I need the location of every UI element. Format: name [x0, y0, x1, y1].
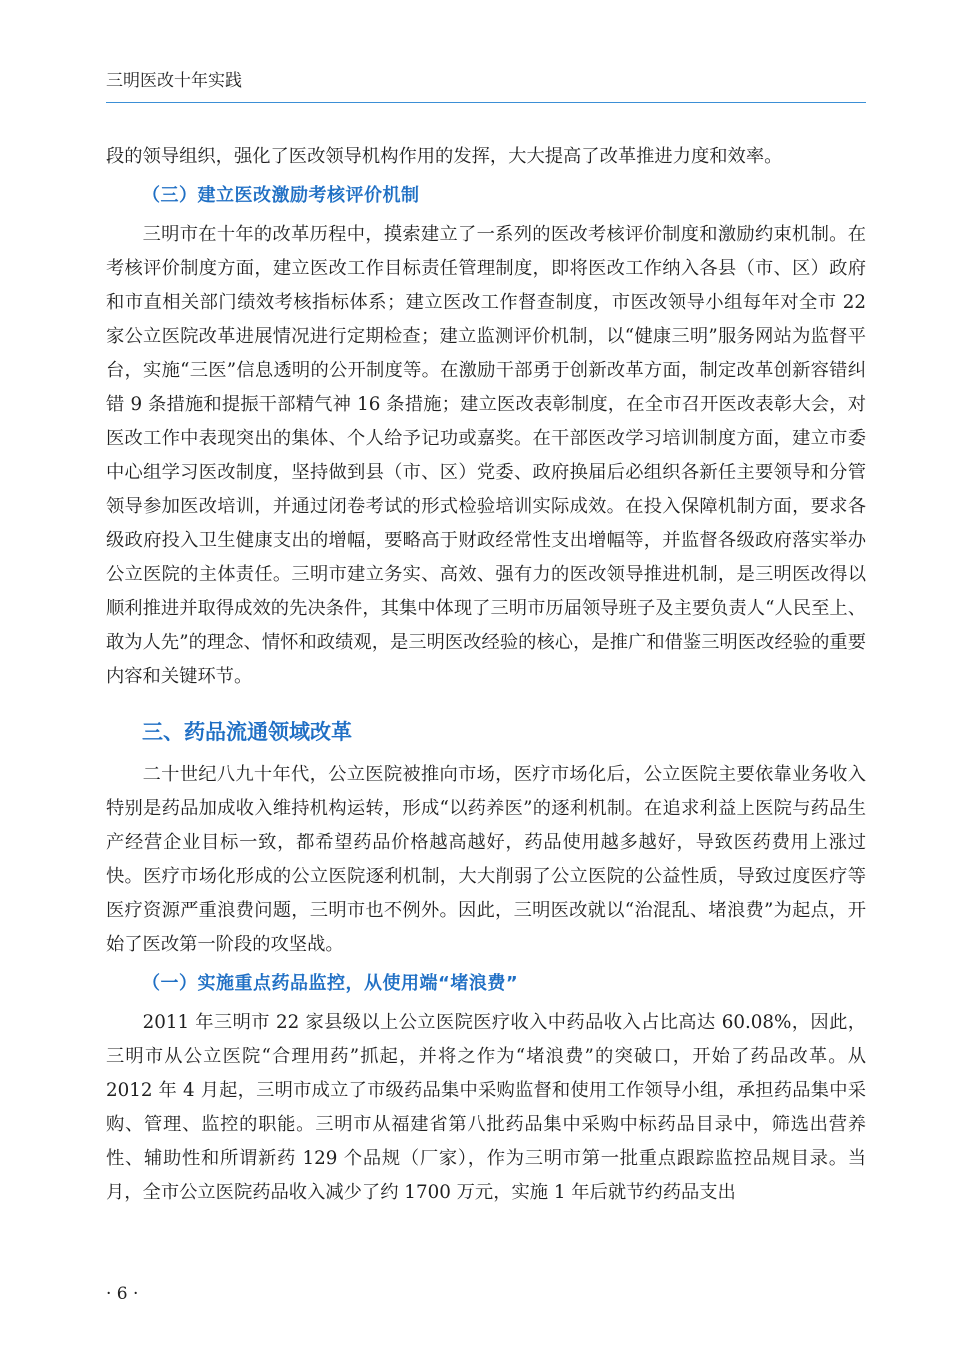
paragraph-key-drug-monitoring: 2011 年三明市 22 家县级以上公立医院医疗收入中药品收入占比高达 60.08%，因此，三明市从公立医院“合理用药”抓起，并将之作为“堵浪费”的突破口，开始了药品改革。从 2012 年 4 月起，三明市成立了市级药品集中采购监督和使用工作领导小组，承担药品集中采购、管理、监控的职能。三明市从福建省第八批药品集中采购中标药品目录中，筛选出营养性、辅助性和所谓新药 129 个品规（厂家），作为三明市第一批重点跟踪监控品规目录。当月，全市公立医院药品收入减少了约 1700 万元，实施 1 年后就节约药品支出 — [106, 1012, 866, 1203]
section-heading-drug-circulation: 三、药品流通领域改革 — [142, 720, 352, 744]
header-divider — [106, 102, 866, 103]
paragraph-drug-reform-background: 二十世纪八九十年代，公立医院被推向市场，医疗市场化后，公立医院主要依靠业务收入特别是药品加成收入维持机构运转，形成“以药养医”的逐利机制。在追求利益上医院与药品生产经营企业目标一致，都希望药品价格越高越好，药品使用越多越好，导致医药费用上涨过快。医疗市场化形成的公立医院逐利机制，大大削弱了公立医院的公益性质，导致过度医疗等医疗资源严重浪费问题，三明市也不例外。因此，三明医改就以“治混乱、堵浪费”为起点，开始了医改第一阶段的攻坚战。 — [106, 764, 866, 955]
page-number: · 6 · — [106, 1284, 139, 1304]
running-header: 三明医改十年实践 — [106, 71, 242, 91]
paragraph-continued: 段的领导组织，强化了医改领导机构作用的发挥，大大提高了改革推进力度和效率。 — [106, 146, 783, 167]
subheading-key-drug-monitoring: （一）实施重点药品监控，从使用端“堵浪费” — [142, 973, 519, 994]
subheading-incentive-mechanism: （三）建立医改激励考核评价机制 — [142, 185, 420, 206]
page-body — [106, 140, 866, 1210]
paragraph-incentive-mechanism: 三明市在十年的改革历程中，摸索建立了一系列的医改考核评价制度和激励约束机制。在考核评价制度方面，建立医改工作目标责任管理制度，即将医改工作纳入各县（市、区）政府和市直相关部门绩效考核指标体系；建立医改工作督查制度，市医改领导小组每年对全市 22 家公立医院改革进展情况进行定期检查；建立监测评价机制，以“健康三明”服务网站为监督平台，实施“三医”信息透明的公开制度等。在激励干部勇于创新改革方面，制定改革创新容错纠错 9 条措施和提振干部精气神 16 条措施；建立医改表彰制度，在全市召开医改表彰大会，对医改工作中表现突出的集体、个人给予记功或嘉奖。在干部医改学习培训制度方面，建立市委中心组学习医改制度，坚持做到县（市、区）党委、政府换届后必组织各新任主要领导和分管领导参加医改培训，并通过闭卷考试的形式检验培训实际成效。在投入保障机制方面，要求各级政府投入卫生健康支出的增幅，要略高于财政经常性支出增幅等，并监督各级政府落实举办公立医院的主体责任。三明市建立务实、高效、强有力的医改领导推进机制，是三明医改得以顺利推进并取得成效的先决条件，其集中体现了三明市历届领导班子及主要负责人“人民至上、敢为人先”的理念、情怀和政绩观，是三明医改经验的核心，是推广和借鉴三明医改经验的重要内容和关键环节。 — [106, 224, 866, 687]
